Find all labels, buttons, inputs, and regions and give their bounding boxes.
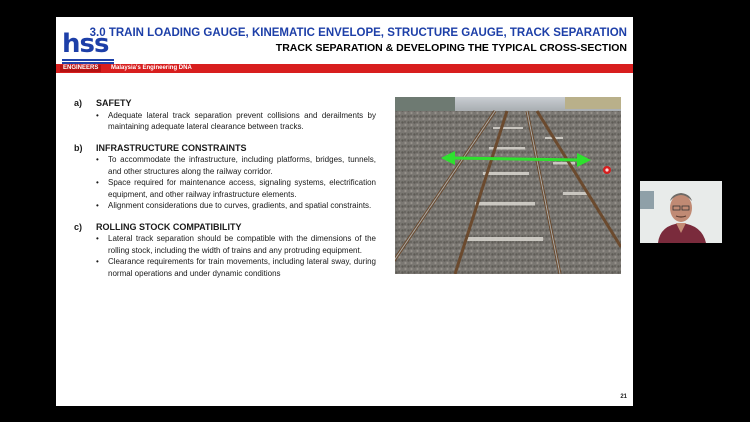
- bullet-item: • Space required for maintenance access, signaling systems, electrification equipment, and other railway infrastructure elements.: [96, 177, 376, 200]
- bullet-list: [96, 110, 376, 133]
- section-heading: [74, 143, 376, 155]
- bullet-item: • Clearance requirements for train movements, including lateral sway, during normal operations and under dynamic conditions: [96, 256, 376, 279]
- section-letter: c): [74, 221, 83, 232]
- section-title: SAFETY: [96, 98, 132, 108]
- section-letter: b): [74, 142, 83, 153]
- presenter-webcam: [640, 181, 722, 243]
- presenter-video: [640, 181, 722, 243]
- bullet-list: [96, 154, 376, 212]
- bullet-item: • Alignment considerations due to curves, gradients, and spatial constraints.: [96, 200, 376, 212]
- logo-text: hss: [62, 29, 109, 59]
- bullet-list: [96, 233, 376, 279]
- slide-subtitle: TRACK SEPARATION & DEVELOPING THE TYPICAL CROSS-SECTION: [275, 42, 627, 54]
- section-heading: [74, 98, 376, 110]
- section-heading: [74, 222, 376, 234]
- section-title: INFRASTRUCTURE CONSTRAINTS: [96, 142, 247, 153]
- slide-title: 3.0 TRAIN LOADING GAUGE, KINEMATIC ENVELOPE, STRUCTURE GAUGE, TRACK SEPARATION: [89, 27, 627, 39]
- presentation-slide: [56, 17, 633, 406]
- track-photo-illustration: [395, 97, 621, 274]
- slide-content: [74, 96, 376, 289]
- tagline: Malaysia's Engineering DNA: [111, 65, 192, 71]
- bullet-item: • To accommodate the infrastructure, including platforms, bridges, tunnels, and other structures along the railway corridor.: [96, 154, 376, 177]
- section-letter: a): [74, 98, 83, 108]
- page-number: 21: [620, 394, 627, 400]
- engineers-tag: ENGINEERS: [60, 65, 101, 72]
- bullet-item: • Adequate lateral track separation prevent collisions and derailments by maintaining adequate lateral clearance between tracks.: [96, 110, 376, 133]
- bullet-item: • Lateral track separation should be compatible with the dimensions of the rolling stock, including the width of trains and any protruding equipment.: [96, 233, 376, 256]
- railway-track-photo: [395, 97, 621, 274]
- section-title: ROLLING STOCK COMPATIBILITY: [96, 221, 242, 232]
